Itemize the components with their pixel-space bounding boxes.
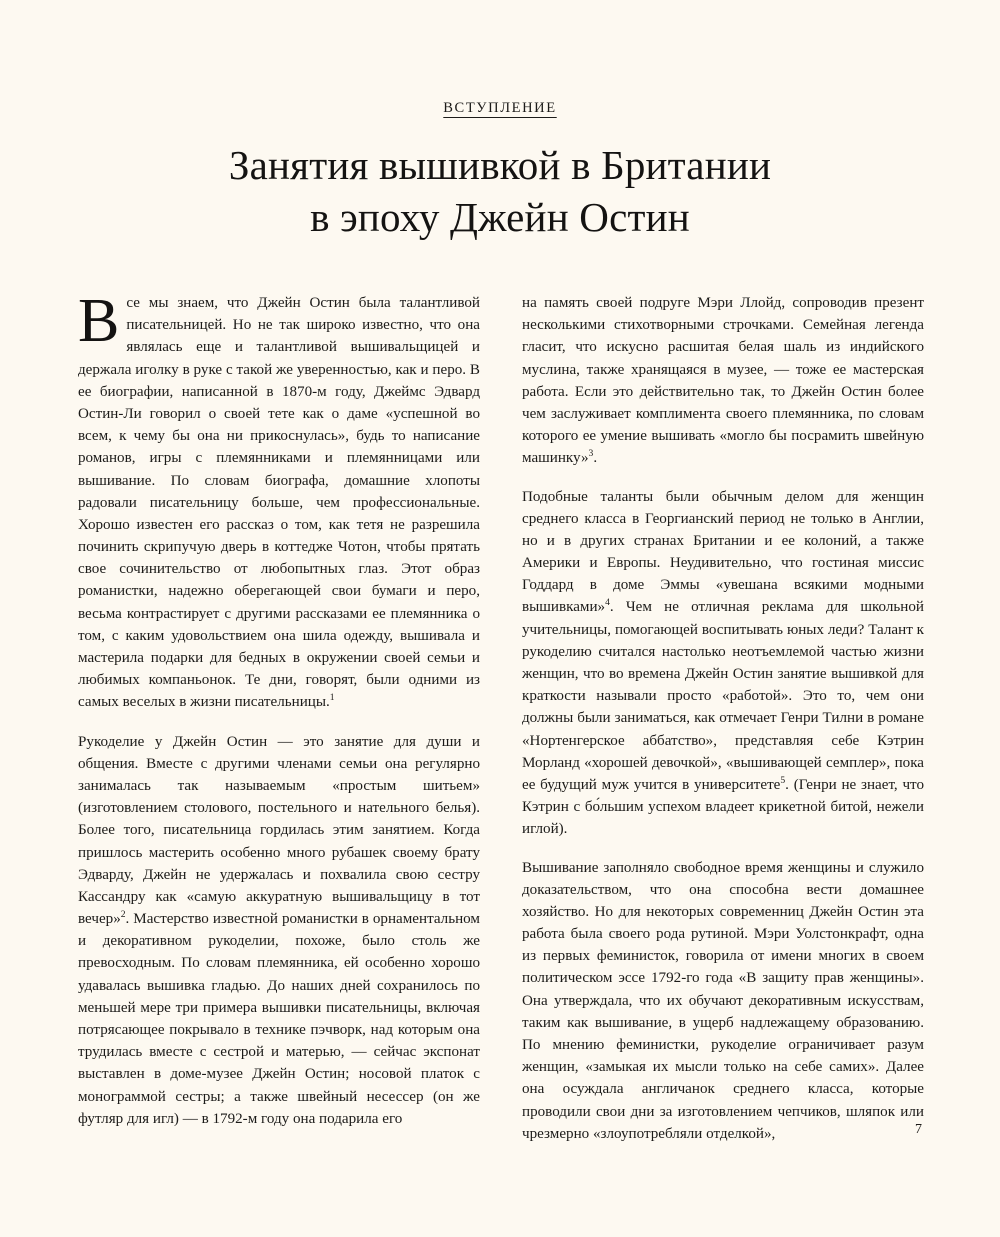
footnote-ref-1: 1 (329, 692, 335, 704)
page-title (0, 139, 1000, 244)
drop-cap: В (78, 287, 120, 355)
page-number: 7 (915, 1122, 922, 1137)
paragraph-left-2-text-b: . Мастерство известной романистки в орнаментальном и декоративном рукоделии, похоже, было столь же превосходным. По словам племянника, ей особенно хорошо удавалась вышивка гладью. До наших дней сохранилось по меньшей мере три примера вышивки писательницы, включая потрясающее покрывало в технике пэчворк, над которым она трудилась вместе с сестрой и матерью, — сейчас экспонат выставлен в доме-музее Джейн Остин; носовой платок с монограммой сестры; а также швейный несессер (он же футляр для игл) — в 1792-м году она подарила его (78, 911, 480, 1127)
paragraph-right-1 (522, 292, 924, 470)
paragraph-right-1-text-b: . (593, 450, 598, 467)
section-eyebrow: ВСТУПЛЕНИЕ (443, 100, 557, 116)
paragraph-right-3: Вышивание заполняло свободное время женщины и служило доказательством, что она способна вести домашнее хозяйство. Но для некоторых современниц Джейн Остин эта работа была своего рода рутиной. Мэри Уолстонкрафт, одна из первых феминисток, говорила от имени многих в своем политическом эссе 1792-го года «В защиту прав женщины». Она утверждала, что их обучают декоративным искусствам, таким как вышивание, в ущерб надлежащему образованию. По мнению феминистки, рукоделие ограничивает разум женщин, «замыкая их мысли только на себе самих». Далее она осуждала англичанок среднего класса, которые проводили свои дни за изготовлением чепчиков, шляпок или чрезмерно «злоупотребляли отделкой», (522, 859, 924, 1142)
page-title-line-2: в эпоху Джейн Остин (310, 194, 690, 241)
paragraph-right-2-text-c: . (Генри не знает, что Кэтрин с бо́льшим успехом владеет крикетной битой, нежели иглой). (522, 776, 924, 838)
footnote-ref-2: 2 (120, 909, 126, 921)
left-column (78, 287, 480, 1161)
footnote-ref-3: 3 (588, 448, 594, 460)
footnote-ref-4: 4 (605, 597, 610, 609)
paragraph-left-2 (78, 731, 480, 1130)
body-columns (78, 287, 924, 1161)
paragraph-right-2-text-b: . Чем не отличная реклама для школьной учительницы, помогающей воспитывать юных леди? Талант к рукоделию считался настолько неотъемлемой частью жизни женщин, что во времена Джейн Остин занятие вышивкой для краткости называли просто «работой». Это то, чем они должны были заниматься, как отмечает Генри Тилни в романе «Нортенгерское аббатство», представляя себе Кэтрин Морланд «хорошей девочкой», «вышивающей семплер», пока ее будущий муж учится в университете (522, 599, 924, 793)
paragraph-left-1 (78, 287, 480, 714)
paragraph-left-2-text-a: Рукоделие у Джейн Остин — это занятие для души и общения. Вместе с другими членами семьи она регулярно занималась так называемым «простым шитьем» (изготовлением столового, постельного и нательного белья). Более того, писательница гордилась этим занятием. Когда пришлось мастерить особенно много рубашек своему брату Эдварду, Джейн не удержалась и похвалила свою сестру Кассандру как «самую аккуратную вышивальщицу в тот вечер» (78, 733, 480, 928)
footnote-ref-5: 5 (780, 774, 786, 786)
page-title-line-1: Занятия вышивкой в Британии (228, 142, 772, 188)
paragraph-right-1-text-a: на память своей подруге Мэри Ллойд, сопроводив презент несколькими стихотворными строчками. Семейная легенда гласит, что искусно расшитая белая шаль из индийского муслина, также хранящаяся в музее, — тоже ее мастерская работа. Если это действительно так, то Джейн Остин более чем заслуживает комплимента своего племянника, по словам которого ее умение вышивать «могло бы посрамить швейную машинку» (522, 295, 924, 467)
paragraph-left-1-text: се мы знаем, что Джейн Остин была талантливой писательницей. Но не так широко известно, что она являлась еще и талантливой вышивальщицей и держала иголку в руке с такой же уверенностью, как и перо. В ее биографии, написанной в 1870-м году, Джеймс Эдвард Остин-Ли говорил о своей тете как о даме «успешной во всем, к чему бы она ни прикоснулась», будь то написание романов, игры с племянниками и племянницами или вышивание. По словам биографа, домашние хлопоты радовали писательницу больше, чем профессиональные. Хорошо известен его рассказ о том, как тетя не разрешила починить скрипучую дверь в коттедже Чотон, чтобы прятать свое сочинительство от любопытных глаз. Этот образ романистки, надежно оберегающей свои бумаги и перо, весьма контрастирует с другими рассказами ее племянника о том, с каким удовольствием она шила одежду, вышивала и мастерила подарки для бедных в окружении своей семьи и любимых компаньонок. Те дни, говорят, были одними из самых веселых в жизни писательницы. (78, 295, 480, 711)
paragraph-right-2-text-a: Подобные таланты были обычным делом для женщин среднего класса в Георгианский период не только в Англии, но и в других странах Британии и ее колоний, а также Америки и Европы. Неудивительно, что гостиная миссис Годдард в доме Эммы «увешана всякими модными вышивками» (522, 488, 924, 616)
right-column (522, 292, 924, 1161)
paragraph-right-2 (522, 486, 924, 841)
